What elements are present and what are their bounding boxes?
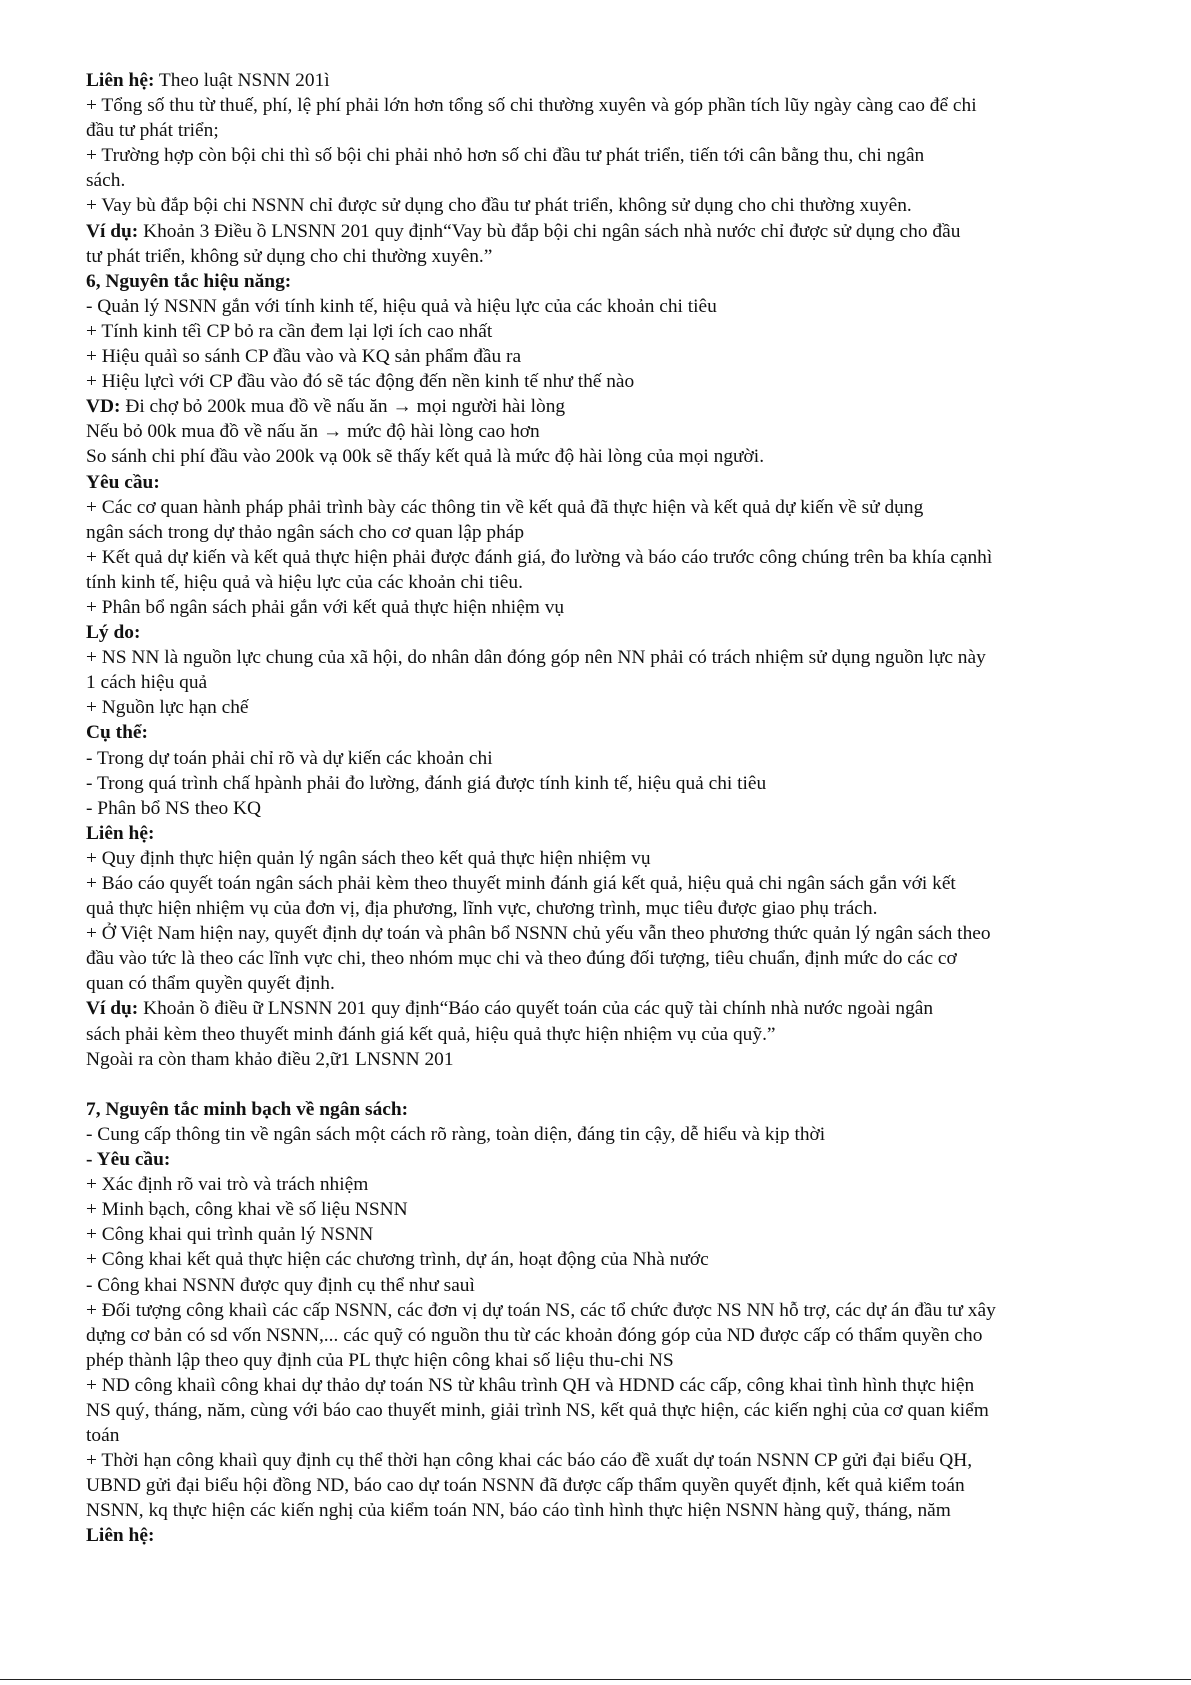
text-line (86, 1398, 1136, 1423)
text-line (86, 419, 1136, 444)
line-text: + Xác định rõ vai trò và trách nhiệm (86, 1174, 369, 1196)
text-line (86, 1473, 1136, 1498)
line-text: Nếu bỏ 00k mua đồ về nấu ăn → mức độ hài lòng cao hơn (86, 421, 540, 443)
text-line (86, 93, 1136, 118)
text-line (86, 846, 1136, 871)
line-text: Khoản 3 Điều ồ LNSNN 201 quy định“Vay bù đắp bội chi ngân sách nhà nước chỉ được sử dụng cho đầu (138, 220, 961, 242)
text-line (86, 1423, 1136, 1448)
text-line (86, 695, 1136, 720)
line-text: quả thực hiện nhiệm vụ của đơn vị, địa phương, lĩnh vực, chương trình, mục tiêu được giao phụ trách. (86, 898, 878, 920)
text-line (86, 118, 1136, 143)
line-text: Khoản ồ điều ữ LNSNN 201 quy định“Báo cáo quyết toán của các quỹ tài chính nhà nước ngoài ngân (138, 998, 934, 1020)
document-page (86, 68, 1136, 1549)
text-line (86, 796, 1136, 821)
bold-label: Ví dụ: (86, 220, 139, 242)
text-line (86, 68, 1136, 93)
line-text: So sánh chi phí đầu vào 200k vạ 00k sẽ thấy kết quả là mức độ hài lòng của mọi người. (86, 446, 765, 468)
line-text: + Nguồn lực hạn chế (86, 697, 249, 719)
line-text: tư phát triển, không sử dụng cho chi thường xuyên.” (86, 245, 493, 267)
line-text: + Trường hợp còn bội chi thì số bội chi phải nhỏ hơn số chi đầu tư phát triển, tiến tới cân bằng thu, chi ngân (86, 145, 925, 167)
text-line (86, 896, 1136, 921)
text-line (86, 871, 1136, 896)
text-line (86, 369, 1136, 394)
bold-label: VD: (86, 396, 121, 418)
bold-label: Yêu cầu: (86, 471, 160, 493)
line-text: sách. (86, 170, 126, 192)
line-text: đầu tư phát triển; (86, 120, 219, 142)
text-line (86, 244, 1136, 269)
text-line (86, 319, 1136, 344)
line-text: Ngoài ra còn tham khảo điều 2,ữ1 LNSNN 201 (86, 1048, 454, 1070)
text-line (86, 1323, 1136, 1348)
blank-line (86, 1072, 1136, 1097)
text-line (86, 570, 1136, 595)
text-line (86, 1448, 1136, 1473)
text-line (86, 545, 1136, 570)
text-line (86, 1147, 1136, 1172)
bold-label: Cụ thể: (86, 722, 148, 744)
line-text: - Phân bổ NS theo KQ (86, 797, 262, 819)
text-line (86, 595, 1136, 620)
bold-label: Liên hệ: (86, 1525, 155, 1547)
line-text: + ND công khaiì công khai dự thảo dự toán NS từ khâu trình QH và HDND các cấp, công khai tình hình thực hiện (86, 1374, 975, 1396)
text-line (86, 1022, 1136, 1047)
line-text: + Ở Việt Nam hiện nay, quyết định dự toán và phân bổ NSNN chủ yếu vẫn theo phương thức quản lý ngân sách theo (86, 923, 991, 945)
text-line (86, 821, 1136, 846)
line-text: + Công khai qui trình quản lý NSNN (86, 1224, 374, 1246)
line-text: + Hiệu lựcì với CP đầu vào đó sẽ tác động đến nền kinh tế như thế nào (86, 371, 635, 393)
text-line (86, 1172, 1136, 1197)
line-text: + Minh bạch, công khai về số liệu NSNN (86, 1199, 408, 1221)
text-line (86, 620, 1136, 645)
text-line (86, 1298, 1136, 1323)
bold-label: Liên hệ: (86, 70, 155, 91)
line-text: + Tính kinh tếì CP bỏ ra cần đem lại lợi ích cao nhất (86, 320, 493, 342)
text-line (86, 645, 1136, 670)
text-line (86, 1097, 1136, 1122)
text-line (86, 495, 1136, 520)
line-text: toán (86, 1425, 120, 1447)
bold-label: Lý do: (86, 622, 141, 644)
text-line (86, 746, 1136, 771)
line-text: quan có thẩm quyền quyết định. (86, 973, 335, 995)
line-text: tính kinh tế, hiệu quả và hiệu lực của các khoản chi tiêu. (86, 571, 523, 593)
text-line (86, 1498, 1136, 1523)
text-line (86, 1122, 1136, 1147)
line-text: + Đối tượng công khaiì các cấp NSNN, các đơn vị dự toán NS, các tổ chức được NS NN hỗ trợ, các dự án đầu tư xây (86, 1299, 996, 1321)
line-text: + Tổng số thu từ thuế, phí, lệ phí phải lớn hơn tổng số chi thường xuyên và góp phần tích lũy ngày càng cao để chi (86, 95, 977, 117)
text-line (86, 294, 1136, 319)
text-line (86, 1373, 1136, 1398)
bold-label: 6, Nguyên tắc hiệu năng: (86, 270, 292, 292)
line-text: + Kết quả dự kiến và kết quả thực hiện phải được đánh giá, đo lường và báo cáo trước công chúng trên ba khía cạnhì (86, 546, 993, 568)
text-line (86, 996, 1136, 1021)
line-text: Đi chợ bỏ 200k mua đồ về nấu ăn → mọi người hài lòng (120, 396, 566, 418)
text-line (86, 444, 1136, 469)
text-line (86, 168, 1136, 193)
line-text: - Trong dự toán phải chỉ rõ và dự kiến các khoản chi (86, 747, 493, 769)
text-line (86, 921, 1136, 946)
text-line (86, 670, 1136, 695)
footer-rule (0, 1679, 1191, 1680)
line-text: NS quý, tháng, năm, cùng với báo cao thuyết minh, giải trình NS, kết quả thực hiện, các kiến nghị của cơ quan kiểm (86, 1399, 989, 1421)
bold-label: - Yêu cầu: (86, 1149, 171, 1171)
line-text: + Quy định thực hiện quản lý ngân sách theo kết quả thực hiện nhiệm vụ (86, 847, 651, 869)
text-line (86, 1247, 1136, 1272)
text-line (86, 1197, 1136, 1222)
line-text: phép thành lập theo quy định của PL thực hiện công khai số liệu thu-chi NS (86, 1349, 674, 1371)
text-line (86, 771, 1136, 796)
line-text: + Hiệu quảì so sánh CP đầu vào và KQ sản phẩm đầu ra (86, 346, 522, 368)
text-line (86, 971, 1136, 996)
text-line (86, 470, 1136, 495)
line-text: ngân sách trong dự thảo ngân sách cho cơ quan lập pháp (86, 521, 525, 543)
bold-label: Liên hệ: (86, 822, 155, 844)
line-text: 1 cách hiệu quả (86, 672, 208, 694)
text-line (86, 219, 1136, 244)
line-text: - Quản lý NSNN gắn với tính kinh tế, hiệu quả và hiệu lực của các khoản chi tiêu (86, 295, 717, 317)
line-text: - Công khai NSNN được quy định cụ thể như sauì (86, 1274, 475, 1296)
text-line (86, 720, 1136, 745)
line-text: + NS NN là nguồn lực chung của xã hội, do nhân dân đóng góp nên NN phải có trách nhiệm sử dụng nguồn lực này (86, 647, 986, 669)
line-text: + Vay bù đắp bội chi NSNN chỉ được sử dụng cho đầu tư phát triển, không sử dụng cho chi thường xuyên. (86, 195, 912, 217)
bold-label: 7, Nguyên tắc minh bạch về ngân sách: (86, 1098, 409, 1120)
line-text: - Cung cấp thông tin về ngân sách một cách rõ ràng, toàn diện, đáng tin cậy, dễ hiểu và kịp thời (86, 1123, 826, 1145)
text-line (86, 1348, 1136, 1373)
text-line (86, 143, 1136, 168)
text-line (86, 344, 1136, 369)
line-text: + Báo cáo quyết toán ngân sách phải kèm theo thuyết minh đánh giá kết quả, hiệu quả chi ngân sách gắn với kết (86, 873, 956, 894)
text-line (86, 394, 1136, 419)
line-text: dựng cơ bản có sd vốn NSNN,... các quỹ có nguồn thu từ các khoản đóng góp của ND được cấp có thẩm quyền cho (86, 1324, 983, 1346)
text-line (86, 1273, 1136, 1298)
line-text: NSNN, kq thực hiện các kiến nghị của kiểm toán NN, báo cáo tình hình thực hiện NSNN hàng quỹ, tháng, năm (86, 1500, 951, 1522)
line-text: + Phân bổ ngân sách phải gắn với kết quả thực hiện nhiệm vụ (86, 596, 565, 618)
text-line (86, 946, 1136, 971)
line-text: + Các cơ quan hành pháp phải trình bày các thông tin về kết quả đã thực hiện và kết quả dự kiến về sử dụng (86, 496, 924, 518)
text-line (86, 1523, 1136, 1548)
line-text: UBND gửi đại biểu hội đồng ND, báo cao dự toán NSNN đã được cấp thẩm quyền quyết định, kết quả kiểm toán (86, 1475, 965, 1497)
text-line (86, 193, 1136, 218)
text-line (86, 1047, 1136, 1072)
bold-label: Ví dụ: (86, 998, 139, 1020)
line-text: - Trong quá trình chấ hpành phải đo lường, đánh giá được tính kinh tế, hiệu quả chi tiêu (86, 772, 767, 794)
text-line (86, 1222, 1136, 1247)
line-text: đầu vào tức là theo các lĩnh vực chi, theo nhóm mục chi và theo đúng đối tượng, tiêu chuẩn, định mức do các cơ (86, 948, 957, 970)
line-text: Theo luật NSNN 201ì (154, 70, 330, 91)
line-text: + Công khai kết quả thực hiện các chương trình, dự án, hoạt động của Nhà nước (86, 1249, 709, 1271)
text-line (86, 520, 1136, 545)
line-text: + Thời hạn công khaiì quy định cụ thể thời hạn công khai các báo cáo đề xuất dự toán NSNN CP gửi đại biểu QH, (86, 1450, 973, 1472)
text-line (86, 269, 1136, 294)
line-text: sách phải kèm theo thuyết minh đánh giá kết quả, hiệu quả thực hiện nhiệm vụ của quỹ.” (86, 1023, 776, 1045)
